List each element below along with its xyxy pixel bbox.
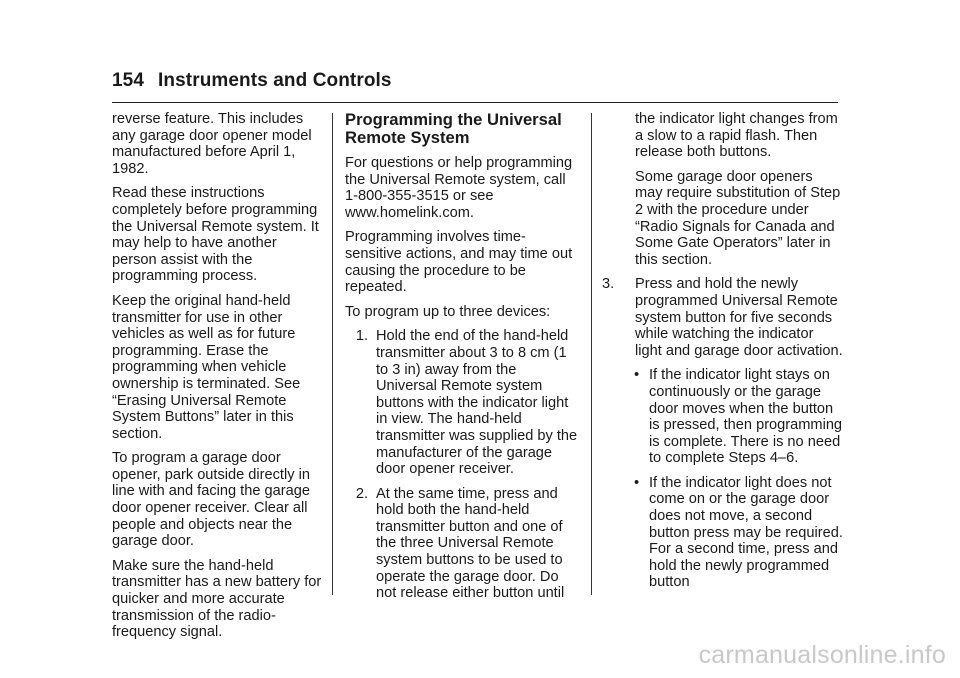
- column-divider: [332, 113, 333, 595]
- step-text: At the same time, press and hold both the hand-held transmitter button and one of the three Universal Remote system buttons to be used to operate the garage door. Do not release either button until: [376, 485, 565, 602]
- step-number: 1.: [355, 328, 368, 345]
- paragraph: the indicator light changes from a slow to a rapid flash. Then release both buttons.: [635, 111, 838, 161]
- column-left: [112, 111, 324, 649]
- list-item: [345, 328, 581, 477]
- bullet-text: If the indicator light does not come on or the garage door does not move, a second button press may be required. For a second time, press and hold the newly programmed button: [649, 474, 843, 591]
- page-number: 154: [112, 70, 145, 91]
- paragraph: For questions or help programming the Universal Remote system, call 1-800-355-3515 or see www.homelink.com.: [345, 155, 573, 221]
- watermark: carmanualsonline.info: [698, 641, 946, 669]
- section-title: Instruments and Controls: [158, 70, 392, 91]
- column-right: [602, 111, 843, 599]
- bullet-icon: •: [634, 367, 640, 384]
- step-number: 2.: [355, 485, 368, 502]
- list-item: 3. Press and hold the newly programmed Universal Remote system button for five seconds while watching the indicator light and garage door activation.: [602, 276, 843, 359]
- bullet-icon: •: [634, 474, 640, 491]
- section-heading: Programming the Universal Remote System: [345, 110, 562, 147]
- paragraph: To program a garage door opener, park outside directly in line with and facing the garage door opener receiver. Clear all people and objects near the garage door.: [112, 450, 310, 550]
- paragraph: reverse feature. This includes any garage door opener model manufactured before April 1, 1982.: [112, 111, 312, 177]
- column-middle: [345, 111, 581, 610]
- column-divider: [591, 113, 592, 595]
- list-item: [345, 486, 581, 602]
- list-item: [634, 475, 843, 591]
- list-item: [634, 367, 843, 467]
- bullet-text: If the indicator light stays on continuously or the garage door moves when the button is pressed, then programming is complete. There is no need to complete Steps 4–6.: [649, 367, 843, 467]
- paragraph: Make sure the hand-held transmitter has a new battery for quicker and more accurate transmission of the radio-frequency signal.: [112, 557, 322, 641]
- paragraph: Keep the original hand-held transmitter for use in other vehicles as well as for future programming. Erase the programming when vehicle ownership is terminated. See “Erasing Universal Remote System Buttons” later in this section.: [112, 292, 301, 442]
- header-rule: [112, 102, 838, 103]
- page-header: [112, 70, 392, 92]
- paragraph: Some garage door openers may require substitution of Step 2 with the procedure under “Radio Signals for Canada and Some Gate Operators” later in this section.: [635, 168, 841, 268]
- paragraph: Programming involves time-sensitive actions, and may time out causing the procedure to be repeated.: [345, 229, 573, 296]
- step-text: Hold the end of the hand-held transmitter about 3 to 8 cm (1 to 3 in) away from the Universal Remote system buttons with the indicator light in view. The hand-held transmitter was supplied by the manufacturer of the garage door opener receiver.: [376, 328, 578, 478]
- paragraph: Read these instructions completely before programming the Universal Remote system. It may help to have another person assist with the programming process.: [112, 185, 319, 285]
- step-text: Press and hold the newly programmed Universal Remote system button for five seconds while watching the indicator light and garage door activation.: [635, 276, 843, 359]
- paragraph: To program up to three devices:: [345, 303, 551, 320]
